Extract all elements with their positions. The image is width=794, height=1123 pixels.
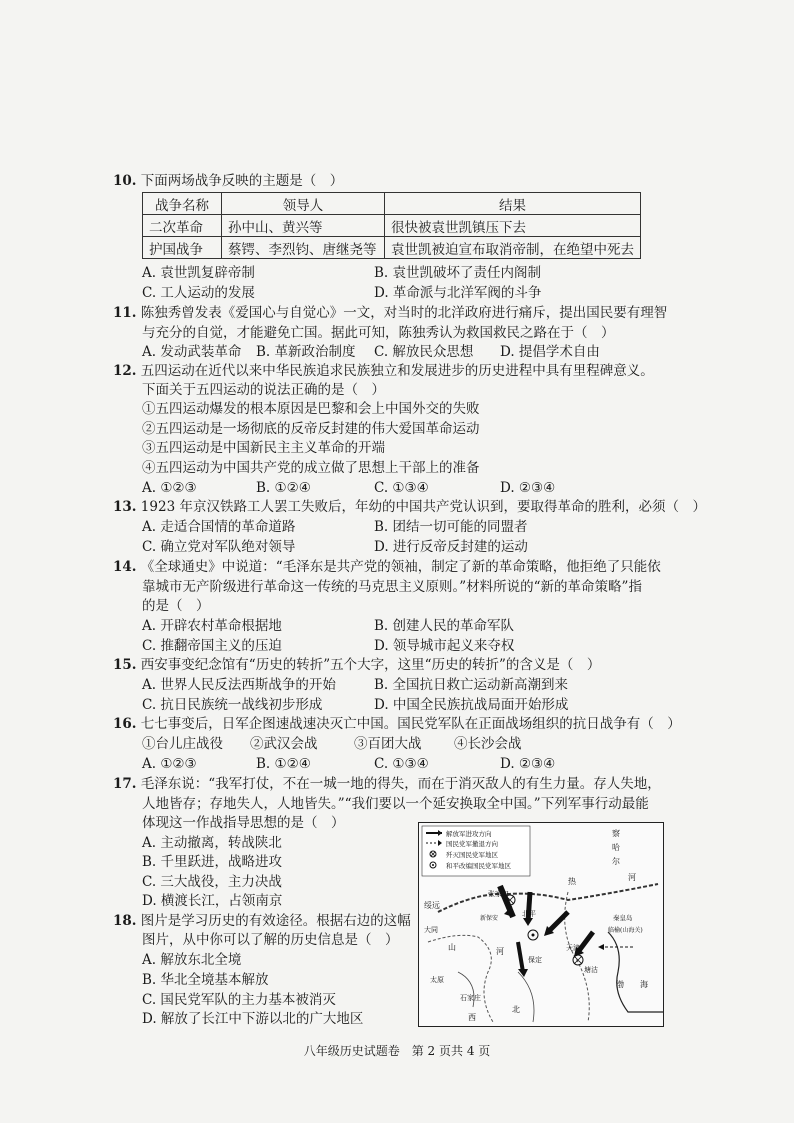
option-d: D. 解放了长江中下游以北的广大地区 xyxy=(142,1011,364,1027)
map-label: 渤 xyxy=(616,980,624,989)
map-label: 海 xyxy=(640,980,648,989)
option-c: C. 确立党对军队绝对领导 xyxy=(142,539,296,555)
table-header: 结果 xyxy=(385,193,641,215)
question-11: 11. 陈独秀曾发表《爱国心与自觉心》一文，对当时的北洋政府进行痛斥，提出国民要有理智 xyxy=(113,305,668,321)
option-c: C. 工人运动的发展 xyxy=(142,285,255,301)
map-label: 尔 xyxy=(612,857,620,866)
item-2: ②武汉会战 xyxy=(250,736,318,752)
question-10: 10. 下面两场战争反映的主题是（ ） xyxy=(113,173,344,189)
option-c: C. 推翻帝国主义的压迫 xyxy=(142,638,282,654)
map-label: 石家庄 xyxy=(460,994,481,1002)
option-c: C. 国民党军队的主力基本被消灭 xyxy=(142,992,336,1008)
question-line: 的是（ ） xyxy=(142,598,210,614)
pingjin-campaign-map xyxy=(418,822,664,1027)
map-label: 秦皇岛 xyxy=(613,914,633,922)
question-line: 毛泽东说：“我军打仗，不在一城一地的得失，而在于消灭敌人的有生力量。存人失地， xyxy=(140,776,661,792)
option-b: B. ①②④ xyxy=(256,480,311,496)
item-4: ④长沙会战 xyxy=(454,736,522,752)
table-header-row xyxy=(143,193,641,215)
table-cell: 护国战争 xyxy=(143,237,222,259)
option-d: D. ②③④ xyxy=(500,756,556,772)
table-cell: 袁世凯被迫宣布取消帝制，在绝望中死去 xyxy=(385,237,641,259)
statement-4: ④五四运动为中国共产党的成立做了思想上干部上的准备 xyxy=(142,460,480,476)
table-cell: 很快被袁世凯镇压下去 xyxy=(385,215,641,237)
option-c: C. 解放民众思想 xyxy=(374,344,474,360)
option-c: C. ①③④ xyxy=(374,480,429,496)
map-label: 临榆(山海关) xyxy=(608,927,643,934)
option-b: B. 千里跃进，战略进攻 xyxy=(142,854,283,870)
question-line: 图片，从中你可以了解的历史信息是（ ） xyxy=(142,932,399,948)
map-label: 热 xyxy=(568,877,576,886)
option-d: D. 进行反帝反封建的运动 xyxy=(374,539,528,555)
option-d: D. 横渡长江，占领南京 xyxy=(142,893,283,909)
map-label: 张家口 xyxy=(488,890,509,898)
map-label: 山 xyxy=(448,943,456,952)
question-16: 16. 七七事变后，日军企图速战速决灭亡中国。国民党军队在正面战场组织的抗日战争有（ ） xyxy=(113,716,681,732)
map-legend xyxy=(422,826,530,876)
statement-2: ②五四运动是一场彻底的反帝反封建的伟大爱国革命运动 xyxy=(142,421,480,437)
option-a: A. 发动武装革命 xyxy=(142,344,242,360)
map-label: 察 xyxy=(612,829,620,838)
option-b: B. 团结一切可能的同盟者 xyxy=(374,519,528,535)
map-label: 塘沽 xyxy=(584,966,598,974)
option-a: A. 世界人民反法西斯战争的开始 xyxy=(142,677,336,693)
item-1: ①台儿庄战役 xyxy=(142,736,223,752)
question-line: 体现这一作战指导思想的是（ ） xyxy=(142,815,345,831)
table-cell: 蔡锷、李烈钧、唐继尧等 xyxy=(222,237,385,259)
question-line: 五四运动在近代以来中华民族追求民族独立和发展进步的历史进程中具有里程碑意义。 xyxy=(140,363,654,379)
option-a: A. 走适合国情的革命道路 xyxy=(142,519,296,535)
option-c: C. ①③④ xyxy=(374,756,429,772)
map-label: 新保安 xyxy=(480,915,499,922)
option-c: C. 抗日民族统一战线初步形成 xyxy=(142,697,323,713)
question-14: 14. 《全球通史》中说道：“毛泽东是共产党的领袖，制定了新的革命策略，他拒绝了只能依 xyxy=(113,559,661,575)
question-12: 12. 五四运动在近代以来中华民族追求民族独立和发展进步的历史进程中具有里程碑意义。 xyxy=(113,363,654,379)
table-row xyxy=(143,237,641,259)
question-line: 陈独秀曾发表《爱国心与自觉心》一文，对当时的北洋政府进行痛斥，提出国民要有理智 xyxy=(140,305,668,321)
option-b: B. 华北全境基本解放 xyxy=(142,972,269,988)
map-label: 哈 xyxy=(612,843,620,852)
legend-item: 解放军进攻方向 xyxy=(446,830,492,838)
option-a: A. 开辟农村革命根据地 xyxy=(142,618,282,634)
table-header: 领导人 xyxy=(222,193,385,215)
map-label: 河 xyxy=(628,873,636,882)
option-d: D. 中国全民族抗战局面开始形成 xyxy=(374,697,569,713)
option-a: A. ①②③ xyxy=(142,756,197,772)
option-b: B. 革新政治制度 xyxy=(256,344,356,360)
question-line: 七七事变后，日军企图速战速决灭亡中国。国民党军队在正面战场组织的抗日战争有（ ） xyxy=(140,716,681,732)
question-line: 图片是学习历史的有效途径。根据右边的这幅 xyxy=(140,913,411,929)
question-10-stem: 下面两场战争反映的主题是（ ） xyxy=(140,173,344,189)
question-15: 15. 西安事变纪念馆有“历史的转折”五个大字，这里“历史的转折”的含义是（ ） xyxy=(113,657,601,673)
statement-3: ③五四运动是中国新民主主义革命的开端 xyxy=(142,440,385,456)
map-label: 天津 xyxy=(566,944,580,952)
option-c: C. 三大战役，主力决战 xyxy=(142,874,282,890)
table-cell: 孙中山、黄兴等 xyxy=(222,215,385,237)
war-table xyxy=(142,192,641,259)
question-line: 与充分的自觉，才能避免亡国。据此可知，陈独秀认为救国救民之路在于（ ） xyxy=(142,325,615,341)
option-d: D. ②③④ xyxy=(500,480,556,496)
option-b: B. 全国抗日救亡运动新高潮到来 xyxy=(374,677,569,693)
option-b: B. ①②④ xyxy=(256,756,311,772)
map-label: 北平 xyxy=(522,910,536,918)
option-a: A. 主动撤离，转战陕北 xyxy=(142,835,282,851)
legend-item: 国民党军撤退方向 xyxy=(446,840,498,848)
option-b: B. 袁世凯破坏了责任内阁制 xyxy=(374,265,542,281)
question-line: 《全球通史》中说道：“毛泽东是共产党的领袖，制定了新的革命策略，他拒绝了只能依 xyxy=(140,559,661,575)
question-line: 下面关于五四运动的说法正确的是（ ） xyxy=(142,382,385,398)
table-row xyxy=(143,215,641,237)
option-a: A. 袁世凯复辟帝制 xyxy=(142,265,255,281)
question-line: 西安事变纪念馆有“历史的转折”五个大字，这里“历史的转折”的含义是（ ） xyxy=(140,657,601,673)
legend-item: 和平改编国民党军地区 xyxy=(446,862,511,870)
question-line: 1923 年京汉铁路工人罢工失败后，年幼的中国共产党认识到，要取得革命的胜利，必须（ ） xyxy=(140,499,706,515)
question-line: 靠城市无产阶级进行革命这一传统的马克思主义原则。”材料所说的“新的革命策略”指 xyxy=(142,579,642,595)
statement-1: ①五四运动爆发的根本原因是巴黎和会上中国外交的失败 xyxy=(142,401,480,417)
item-3: ③百团大战 xyxy=(354,736,422,752)
option-d: D. 领导城市起义来夺权 xyxy=(374,638,515,654)
map-label: 绥远 xyxy=(424,901,440,910)
table-header: 战争名称 xyxy=(143,193,222,215)
map-label: 西 xyxy=(468,1013,476,1022)
map-label: 太原 xyxy=(430,976,444,984)
question-line: 人地皆存；存地失人，人地皆失。”“我们要以一个延安换取全中国。”下列军事行动最能 xyxy=(142,796,649,812)
option-a: A. ①②③ xyxy=(142,480,197,496)
option-d: D. 革命派与北洋军阀的斗争 xyxy=(374,285,542,301)
table-cell: 二次革命 xyxy=(143,215,222,237)
map-label: 保定 xyxy=(528,956,542,964)
map-label: 大同 xyxy=(424,926,438,934)
legend-item: 歼灭国民党军地区 xyxy=(446,851,498,859)
map-label: 北 xyxy=(512,1005,520,1014)
option-b: B. 创建人民的革命军队 xyxy=(374,618,515,634)
question-17: 17. 毛泽东说：“我军打仗，不在一城一地的得失，而在于消灭敌人的有生力量。存人失地， xyxy=(113,776,661,792)
question-13: 13. 1923 年京汉铁路工人罢工失败后，年幼的中国共产党认识到，要取得革命的胜利，必须（ ） xyxy=(113,499,706,515)
map-label: 河 xyxy=(496,947,504,956)
option-d: D. 提倡学术自由 xyxy=(500,344,600,360)
question-18: 18. 图片是学习历史的有效途径。根据右边的这幅 xyxy=(113,913,411,929)
option-a: A. 解放东北全境 xyxy=(142,952,242,968)
page-footer: 八年级历史试题卷 第 2 页共 4 页 xyxy=(303,1044,491,1058)
